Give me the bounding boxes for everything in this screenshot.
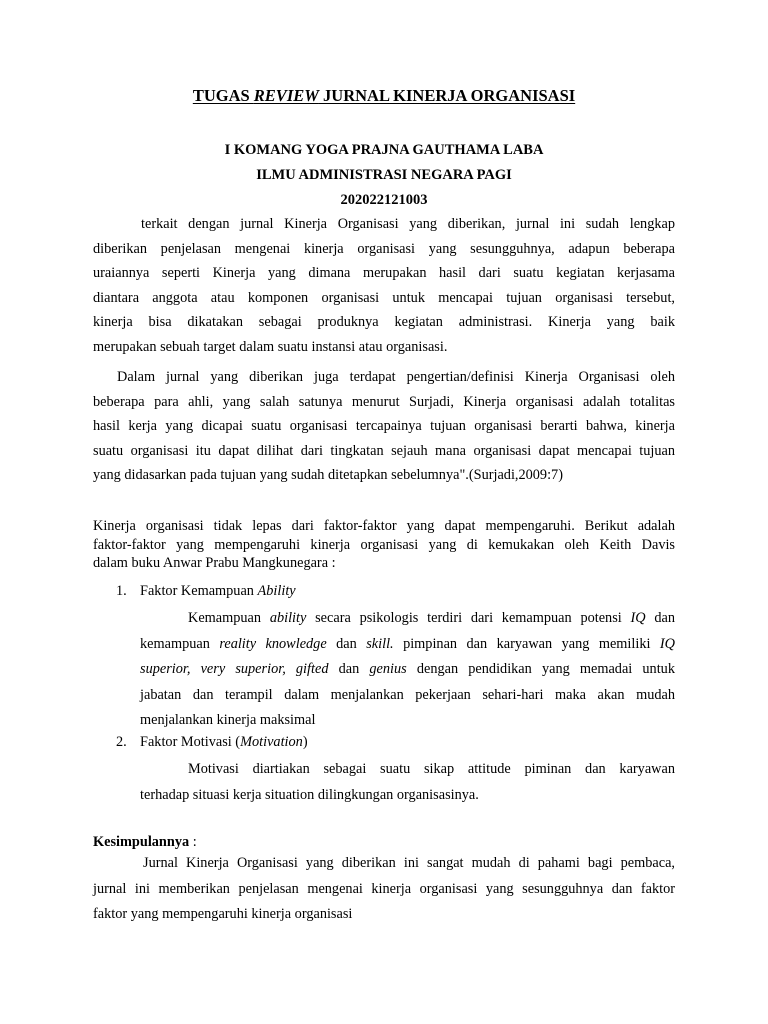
factor-heading-text: Faktor Motivasi (	[140, 734, 241, 750]
text-segment: jabatan dan terampil dalam menjalankan pekerjaan sehari-hari maka akan mudah	[140, 686, 675, 703]
text-segment: pimpinan dan karyawan yang memiliki	[393, 635, 660, 652]
paragraph-line: Dalam jurnal yang diberikan juga terdapat pengertian/definisi Kinerja Organisasi oleh	[117, 369, 675, 385]
italic-term: reality knowledge	[219, 635, 327, 652]
intro-paragraph	[93, 212, 675, 359]
factor-description-line	[140, 657, 675, 683]
text-segment: Kemampuan	[188, 610, 270, 626]
italic-term: skill.	[366, 635, 394, 652]
title-suffix: JURNAL KINERJA ORGANISASI	[318, 86, 576, 105]
text-segment: menjalankan kinerja maksimal	[140, 712, 316, 728]
text-segment: terhadap situasi kerja situation dilingkungan organisasinya.	[140, 786, 479, 803]
text-segment: kemampuan	[140, 635, 220, 652]
paragraph-line: yang didasarkan pada tujuan yang sudah ditetapkan sebelumnya".(Surjadi,2009:7)	[93, 467, 563, 483]
document-title	[0, 86, 768, 106]
paragraph-line: uraiannya seperti Kinerja yang dimana merupakan hasil dari suatu kegiatan kerjasama	[93, 265, 675, 281]
paragraph-line: suatu organisasi itu dapat dilihat dari tingkatan sejauh mana organisasi dapat mencapai tujuan	[93, 442, 675, 459]
conclusion-heading	[93, 834, 197, 851]
study-program: ILMU ADMINISTRASI NEGARA PAGI	[256, 167, 512, 183]
paragraph-line: beberapa para ahli, yang salah satunya menurut Surjadi, Kinerja organisasi adalah totalitas	[93, 393, 675, 410]
list-number: 1.	[116, 583, 127, 599]
paragraph-line: jurnal ini memberikan penjelasan mengenai kinerja organisasi yang sesungguhnya dan faktor	[93, 880, 675, 897]
italic-term: ability	[269, 610, 307, 626]
title-prefix: TUGAS	[192, 86, 254, 105]
text-segment: secara psikologis terdiri dari kemampuan potensi	[306, 610, 631, 626]
factor-heading	[140, 583, 296, 600]
conclusion-heading-colon: :	[189, 834, 197, 850]
factor-description-line	[140, 683, 675, 709]
italic-term: IQ	[630, 610, 646, 626]
conclusion-paragraph	[93, 851, 675, 928]
student-number: 202022121003	[340, 192, 428, 208]
factor-description	[140, 606, 675, 734]
factor-description	[140, 757, 675, 808]
text-segment: dengan pendidikan yang memadai untuk	[406, 661, 675, 677]
title-italic: REVIEW	[253, 86, 319, 105]
paragraph-line: merupakan sebuah target dalam suatu instansi atau organisasi.	[93, 338, 448, 355]
factor-heading-tail: )	[302, 734, 308, 750]
factors-intro-paragraph	[93, 517, 675, 573]
author-name: I KOMANG YOGA PRAJNA GAUTHAMA LABA	[224, 142, 544, 158]
definition-paragraph	[93, 365, 675, 488]
italic-term: genius	[369, 661, 407, 677]
factor-heading	[140, 734, 308, 751]
factor-description-line	[140, 708, 675, 734]
paragraph-line: hasil kerja yang dicapai suatu organisasi tercapainya tujuan organisasi berarti bahwa, kinerja	[93, 418, 675, 434]
text-segment: Motivasi diartiakan sebagai suatu sikap attitude piminan dan karyawan	[188, 761, 675, 777]
conclusion-heading-text: Kesimpulannya	[93, 834, 190, 850]
list-number: 2.	[116, 734, 127, 750]
factor-heading-text: Faktor Kemampuan	[140, 583, 258, 599]
factor-heading-italic: Ability	[257, 583, 296, 599]
paragraph-line: dalam buku Anwar Prabu Mangkunegara :	[93, 555, 336, 571]
text-segment: dan	[326, 635, 367, 652]
paragraph-line: Kinerja organisasi tidak lepas dari faktor-faktor yang dapat mempengaruhi. Berikut adalah	[93, 518, 675, 534]
factor-description-line	[140, 632, 675, 658]
italic-term: superior, very superior, gifted	[140, 661, 329, 677]
paragraph-line: diantara anggota atau komponen organisasi untuk mencapai tujuan organisasi tersebut,	[93, 289, 675, 306]
paragraph-line: diberikan penjelasan mengenai kinerja organisasi yang sesungguhnya, adapun beberapa	[93, 240, 675, 257]
factor-description-line	[140, 757, 675, 783]
factor-heading-italic: Motivation	[240, 734, 303, 750]
paragraph-line: faktor-faktor yang mempengaruhi kinerja organisasi yang di kemukakan oleh Keith Davis	[93, 536, 675, 553]
paragraph-line: faktor yang mempengaruhi kinerja organisasi	[93, 906, 353, 922]
paragraph-line: kinerja bisa dikatakan sebagai produknya kegiatan administrasi. Kinerja yang baik	[93, 314, 675, 330]
paragraph-line: Jurnal Kinerja Organisasi yang diberikan ini sangat mudah di pahami bagi pembaca,	[143, 855, 675, 871]
text-segment: dan	[328, 661, 370, 677]
factor-description-line	[140, 783, 675, 809]
paragraph-line: terkait dengan jurnal Kinerja Organisasi yang diberikan, jurnal ini sudah lengkap	[141, 216, 675, 232]
text-segment: dan	[645, 610, 675, 626]
italic-term: IQ	[659, 635, 675, 652]
factor-description-line	[140, 606, 675, 632]
